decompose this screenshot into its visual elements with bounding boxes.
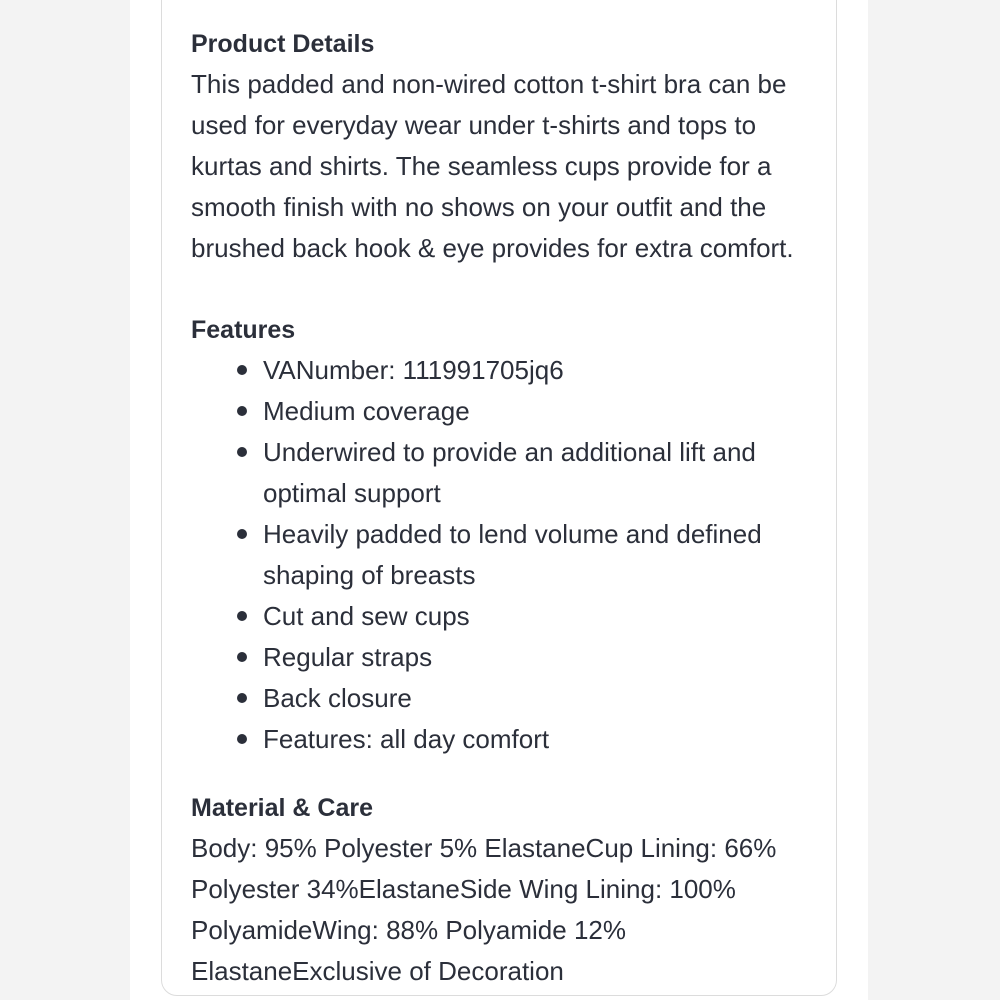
feature-item-text: Heavily padded to lend volume and defined shaping of breasts — [263, 519, 762, 590]
material-care-section — [191, 788, 821, 992]
product-details-text: This padded and non-wired cotton t-shirt bra can be used for everyday wear under t-shirts and tops to kurtas and shirts. The seamless cups provide for a smooth finish with no shows on your outfit and the brushed back hook & eye provides for extra comfort. — [191, 69, 794, 263]
bullet-icon — [237, 365, 247, 375]
feature-item — [191, 350, 821, 391]
feature-item-text: Underwired to provide an additional lift and optimal support — [263, 437, 756, 508]
bullet-icon — [237, 652, 247, 662]
feature-item-text: Back closure — [263, 683, 412, 713]
material-care-text: Body: 95% Polyester 5% ElastaneCup Lining: 66% Polyester 34%ElastaneSide Wing Lining: 100% PolyamideWing: 88% Polyamide 12% ElastaneExclusive of Decoration — [191, 833, 777, 986]
bullet-icon — [237, 693, 247, 703]
bullet-icon — [237, 406, 247, 416]
feature-item-text: Cut and sew cups — [263, 601, 470, 631]
bullet-icon — [237, 611, 247, 621]
product-info-content — [191, 24, 821, 992]
feature-item — [191, 678, 821, 719]
feature-item — [191, 391, 821, 432]
feature-item — [191, 514, 821, 596]
feature-item-text: Features: all day comfort — [263, 724, 550, 754]
feature-item-text: Regular straps — [263, 642, 433, 672]
bullet-icon — [237, 529, 247, 539]
features-heading: Features — [191, 316, 296, 344]
feature-item-text: VANumber: 111991705jq6 — [263, 355, 564, 385]
feature-item — [191, 719, 821, 760]
features-list — [191, 350, 821, 760]
feature-item — [191, 432, 821, 514]
material-care-heading: Material & Care — [191, 794, 374, 822]
product-details-section — [191, 24, 821, 269]
features-section — [191, 310, 821, 760]
bullet-icon — [237, 734, 247, 744]
product-details-heading: Product Details — [191, 30, 375, 58]
feature-item-text: Medium coverage — [263, 396, 470, 426]
feature-item — [191, 596, 821, 637]
feature-item — [191, 637, 821, 678]
bullet-icon — [237, 447, 247, 457]
